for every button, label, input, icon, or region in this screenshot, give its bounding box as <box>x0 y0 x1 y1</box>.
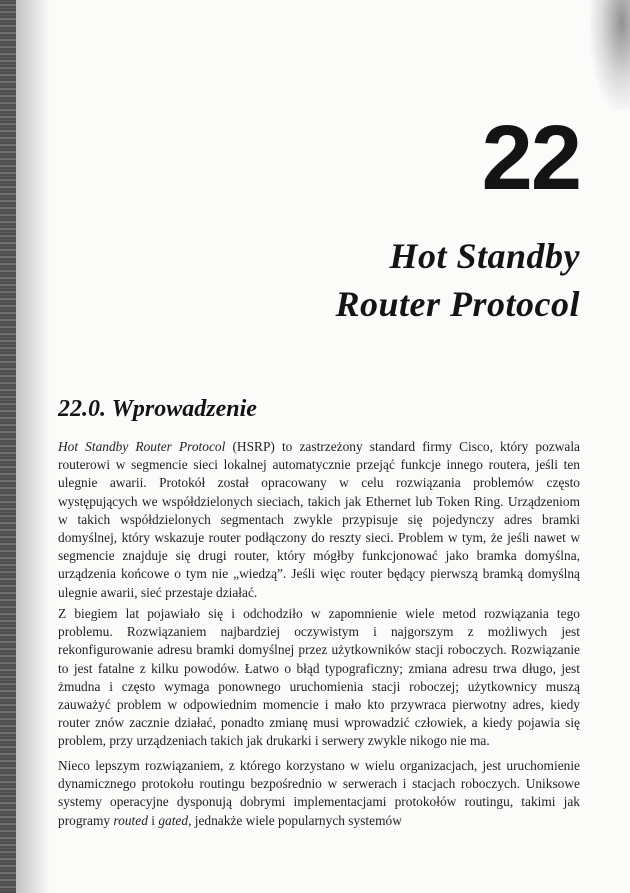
chapter-title <box>335 232 580 328</box>
paragraph-1-text: (HSRP) to zastrzeżony standard firmy Cisco, który pozwala routerowi w segmencie sieci lokalnej automatycznie przejąć funkcje innego routera, jeśli ten ulegnie awarii. Protokół został opracowany w celu rozwiązania problemów często występujących we współdzielonych sieciach, takich jak Ethernet lub Token Ring. Urządzeniom w takich współdzielonych segmentach zwykle przypisuje się pojedynczy adres bramki domyślnej, który wskazuje router podłączony do reszty sieci. Problem w tym, że jeśli nawet w segmencie znajduje się drugi router, który mógłby funkcjonować jako bramka domyślna, urządzenia końcowe o tym nie „wiedzą”. Jeśli więc router będący pierwszą bramką domyślną ulegnie awarii, sieć przestaje działać. <box>58 439 580 600</box>
scan-edge-shadow <box>0 0 16 893</box>
paragraph-3-text-after: , jednakże wiele popularnych systemów <box>188 812 402 828</box>
chapter-title-line1: Hot Standby <box>389 236 580 276</box>
paragraph-3-routed: routed <box>113 812 148 828</box>
section-heading: 22.0. Wprowadzenie <box>58 396 257 422</box>
chapter-number: 22 <box>481 107 580 209</box>
paragraph-2-text: Z biegiem lat pojawiało się i odchodziło w zapomnienie wiele metod rozwiązania tego problemu. Rozwiązaniem najbardziej oczywistym i najgorszym z możliwych jest rekonfigurowanie adresu bramki domyślnej przez użytkowników stacji roboczych. Rozwiązanie to jest fatalne z kilku powodów. Łatwo o błąd typograficzny; zmiana adresu trwa długo, jest żmudna i często wymaga ponownego uruchomienia stacji roboczej; użytkownicy muszą zauważyć problem w odpowiednim momencie i mało kto przywraca pierwotny adres, kiedy router znów zacznie działać, ponadto zmianę musi wprowadzić człowiek, a kiedy pojawia się problem, przy urządzeniach takich jak drukarki i serwery zwykle nikogo nie ma. <box>58 606 580 749</box>
chapter-title-line2: Router Protocol <box>335 284 580 324</box>
scan-corner-shadow <box>590 0 630 110</box>
paragraph-3-text-before: Nieco lepszym rozwiązaniem, z którego korzystano w wielu organizacjach, jest uruchomienie dynamicznego protokołu routingu bezpośrednio w serwerach i stacjach roboczych. Uniksowe systemy operacyjne dysponują dobrymi implementacjami protokołów routingu, takimi jak programy <box>58 758 580 828</box>
paragraph-2 <box>58 605 580 751</box>
paragraph-1-lead: Hot Standby Router Protocol <box>58 439 226 454</box>
paragraph-3 <box>58 757 580 830</box>
scan-edge-gradient <box>16 0 50 893</box>
paragraph-1 <box>58 438 580 602</box>
paragraph-3-gated: gated <box>158 812 189 828</box>
paragraph-3-text-mid: i <box>147 812 159 828</box>
